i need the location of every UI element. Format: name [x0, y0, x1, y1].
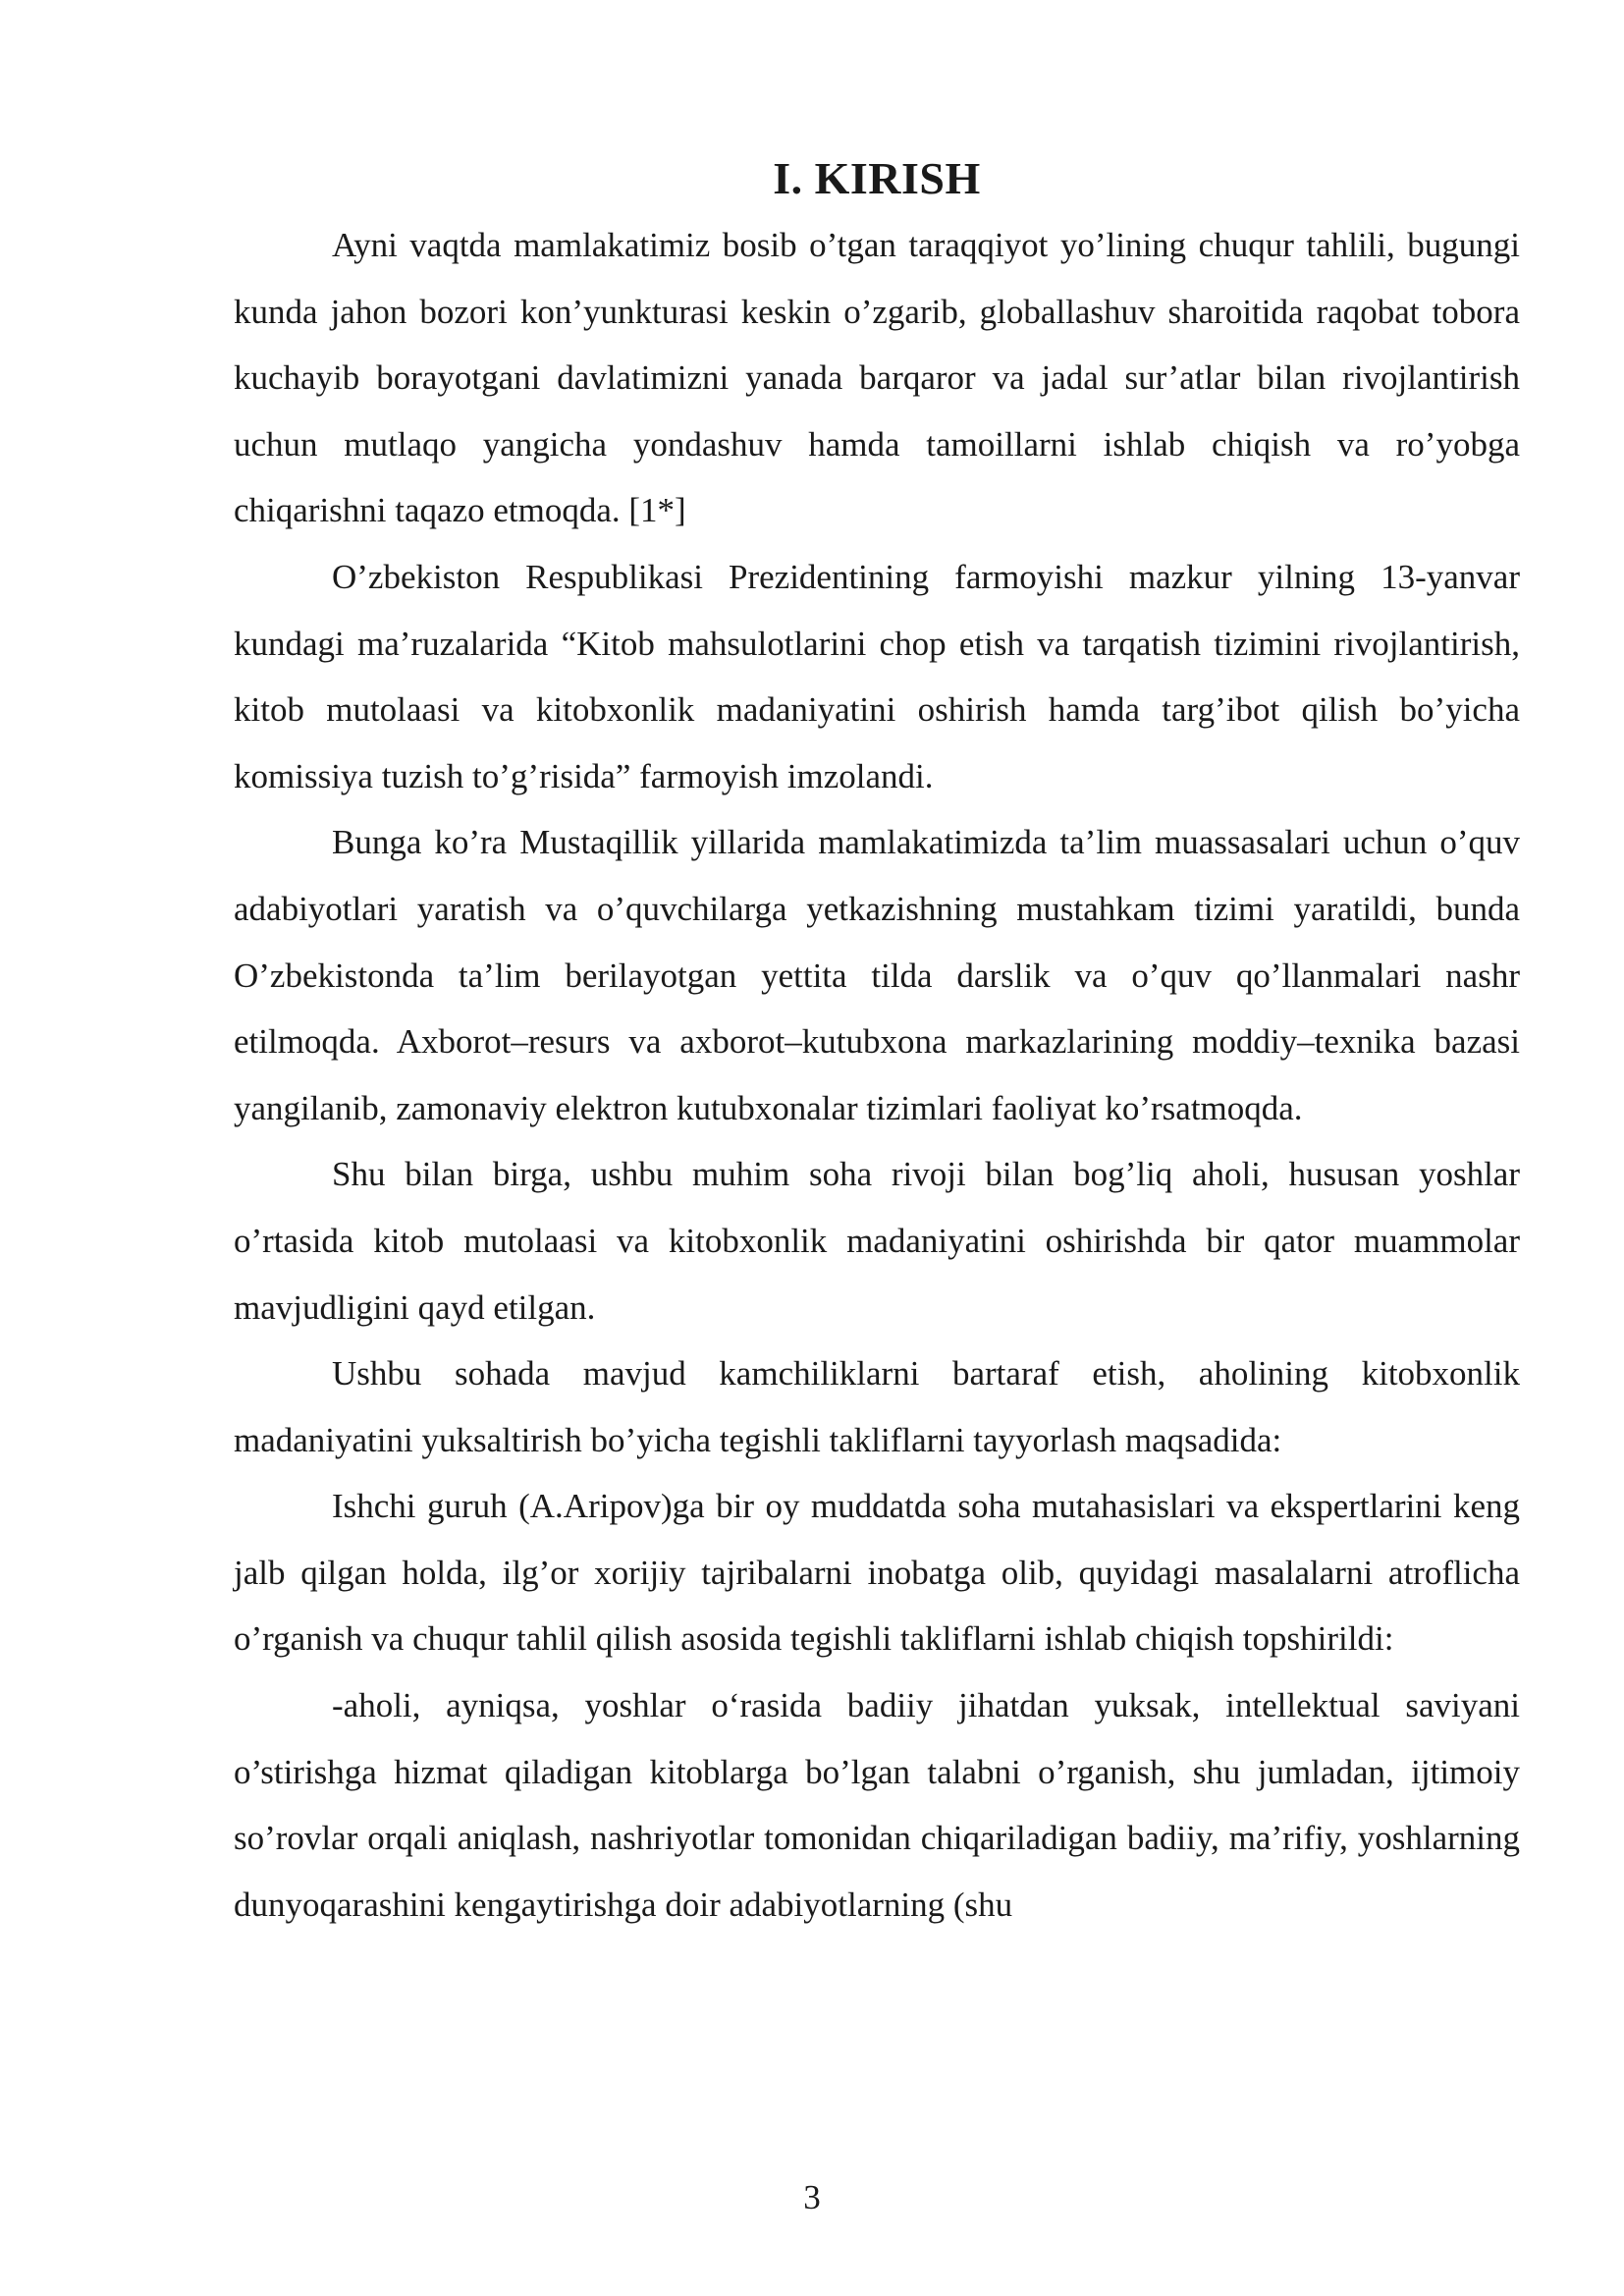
paragraph-problems: Shu bilan birga, ushbu muhim soha rivoji bilan bog’liq aholi, hususan yoshlar o’rtasida kitob mutolaasi va kitobxonlik madaniyatini oshirishda bir qator muammolar mavjudligini qayd etilgan.	[234, 1155, 1520, 1327]
paragraph-working-group: Ishchi guruh (A.Aripov)ga bir oy muddatda soha mutahasislari va ekspertlarini keng jalb qilgan holda, ilg’or xorijiy tajribalarni inobatga olib, quyidagi masalalarni atroflicha o’rganish va chuqur tahlil qilish asosida tegishli takliflarni ishlab chiqish topshirildi:	[234, 1487, 1520, 1659]
paragraph-education: Bunga ko’ra Mustaqillik yillarida mamlakatimizda ta’lim muassasalari uchun o’quv adabiyotlari yaratish va o’quvchilarga yetkazishning mustahkam tizimi yaratildi, bunda O’zbekistonda ta’lim berilayotgan yettita tilda darslik va o’quv qo’llanmalari nashr etilmoqda. Axborot–resurs va axborot–kutubxona markazlarining moddiy–texnika bazasi yangilanib, zamonaviy elektron kutubxonalar tizimlari faoliyat ko’rsatmoqda.	[234, 823, 1520, 1127]
paragraph-decree: O’zbekiston Respublikasi Prezidentining farmoyishi mazkur yilning 13-yanvar kundagi ma’ruzalarida “Kitob mahsulotlarini chop etish va tarqatish tizimini rivojlantirish, kitob mutolaasi va kitobxonlik madaniyatini oshirish hamda targ’ibot qilish bo’yicha komissiya tuzish to’g’risida” farmoyish imzolandi.	[234, 557, 1520, 795]
document-page	[234, 147, 1520, 1938]
page-number: 3	[803, 2178, 821, 2216]
section-title: I. KIRISH	[773, 153, 981, 203]
paragraph-task-list-item: -aholi, ayniqsa, yoshlar o‘rasida badiiy jihatdan yuksak, intellektual saviyani o’stirishga hizmat qiladigan kitoblarga bo’lgan talabni o’rganish, shu jumladan, ijtimoiy so’rovlar orqali aniqlash, nashriyotlar tomonidan chiqariladigan badiiy, ma’rifiy, yoshlarning dunyoqarashini kengaytirishga doir adabiyotlarning (shu	[234, 1686, 1520, 1924]
paragraph-intro: Ayni vaqtda mamlakatimiz bosib o’tgan taraqqiyot yo’lining chuqur tahlili, bugungi kunda jahon bozori kon’yunkturasi keskin o’zgarib, globallashuv sharoitida raqobat tobora kuchayib borayotgani davlatimizni yanada barqaror va jadal sur’atlar bilan rivojlantirish uchun mutlaqo yangicha yondashuv hamda tamoillarni ishlab chiqish va ro’yobga chiqarishni taqazo etmoqda. [1*]	[234, 226, 1520, 530]
paragraph-purpose: Ushbu sohada mavjud kamchiliklarni bartaraf etish, aholining kitobxonlik madaniyatini yuksaltirish bo’yicha tegishli takliflarni tayyorlash maqsadida:	[234, 1354, 1520, 1459]
